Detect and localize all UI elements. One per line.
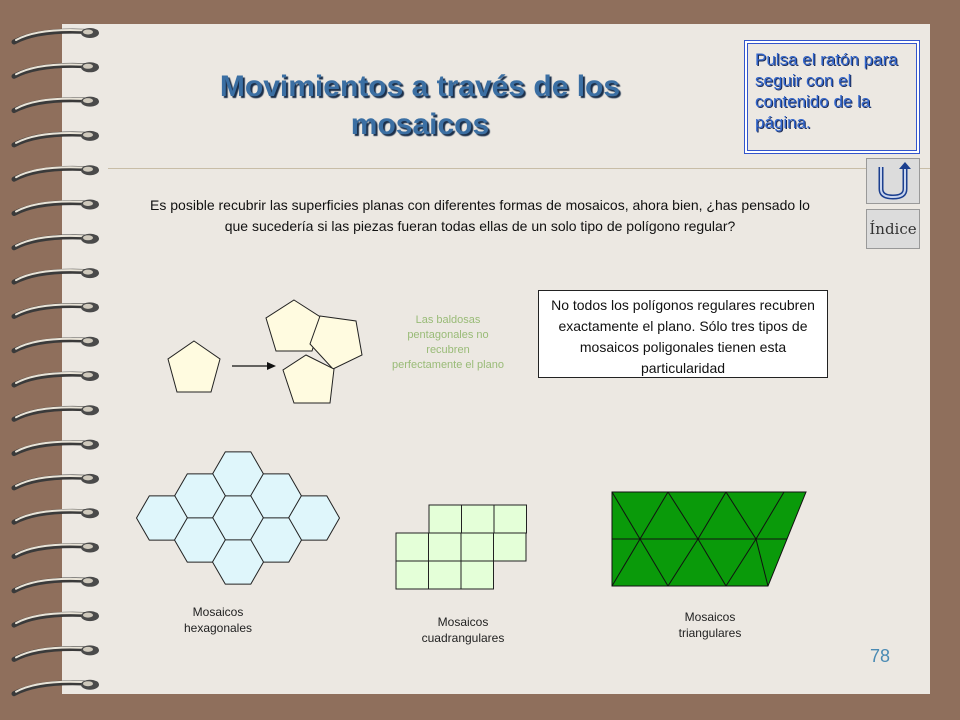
caption-hexagonal: Mosaicos hexagonales: [183, 605, 253, 635]
arrow-head: [267, 362, 276, 370]
index-button[interactable]: Índice: [866, 209, 920, 249]
caption-triangular: Mosaicos triangulares: [678, 610, 742, 640]
square-tile: [396, 533, 429, 561]
square-tile: [461, 561, 494, 589]
page-title: Movimientos a través de los mosaicos: [219, 70, 621, 141]
square-tiling: [396, 505, 527, 589]
square-tile: [429, 533, 462, 561]
intro-text: Es posible recubrir las superficies planas con diferentes formas de mosaicos, ahora bien, ¿has pensado lo que sucedería si las piezas fueran todas ellas de un solo tipo de polígono regular?: [150, 197, 810, 234]
hexagon-tiling: [137, 452, 340, 584]
square-tile: [396, 561, 429, 589]
square-tile: [494, 505, 527, 533]
regular-polygons-note: No todos los polígonos regulares recubren exactamente el plano. Sólo tres tipos de mosaicos poligonales tienen esta particularidad: [538, 290, 828, 378]
page-number: 78: [870, 646, 891, 666]
square-tile: [429, 505, 462, 533]
pentagon-note: Las baldosas pentagonales no recubren perfectamente el plano: [392, 314, 504, 371]
square-tile: [462, 505, 495, 533]
single-pentagon: [168, 341, 220, 392]
square-tile: [429, 561, 462, 589]
square-tile: [461, 533, 494, 561]
triangle-tiling: [612, 492, 806, 586]
square-tile: [494, 533, 527, 561]
caption-square: Mosaicos cuadrangulares: [421, 615, 505, 645]
click-to-continue-notice[interactable]: Pulsa el ratón para seguir con el contenido de la página.: [744, 40, 920, 154]
